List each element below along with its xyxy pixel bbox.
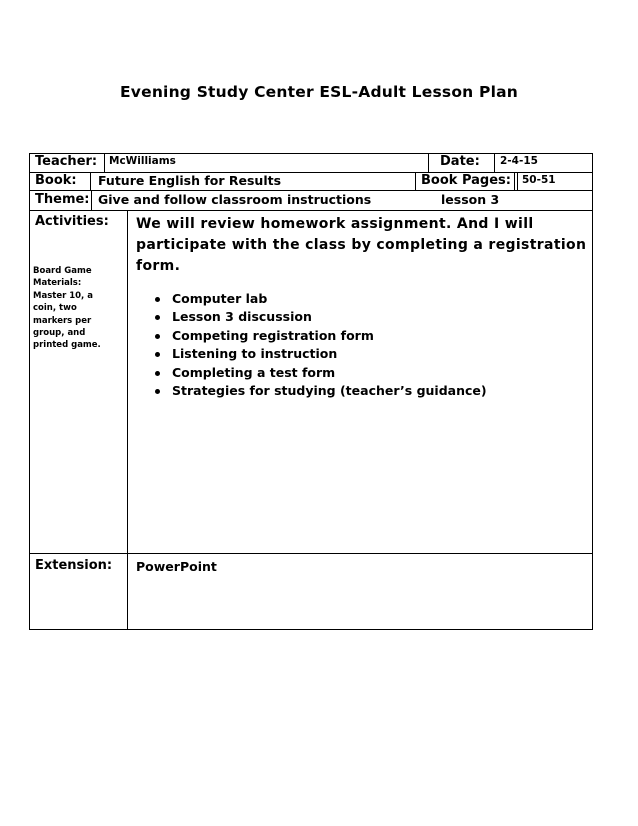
book-pages-label: Book Pages: (421, 173, 511, 188)
row-divider-activities (29, 553, 593, 554)
materials-line: markers per (33, 315, 92, 326)
extension-label: Extension: (35, 558, 113, 573)
list-item: Competing registration form (152, 327, 487, 345)
teacher-label: Teacher: (35, 154, 98, 169)
materials-line: printed game. (33, 340, 101, 351)
materials-line: group, and (33, 328, 86, 339)
materials-line: coin, two (33, 303, 77, 314)
column-divider-labels (127, 210, 128, 630)
materials-line: Materials: (33, 278, 82, 289)
lesson-number: lesson 3 (441, 192, 500, 207)
teacher-name: McWilliams (109, 155, 176, 167)
activity-description (136, 214, 586, 277)
list-item: Lesson 3 discussion (152, 308, 487, 326)
materials-line: Board Game (33, 266, 92, 276)
list-item: Computer lab (152, 290, 487, 308)
book-label-divider (90, 172, 91, 190)
list-item: Completing a test form (152, 364, 487, 382)
lesson-date: 2-4-15 (500, 155, 538, 167)
extension-value: PowerPoint (136, 559, 217, 574)
activity-description-line: participate with the class by completing a registration (136, 237, 587, 253)
book-pages-value: 50-51 (522, 174, 556, 186)
theme-label-divider (91, 190, 92, 210)
theme-text: Give and follow classroom instructions (98, 192, 372, 207)
book-label: Book: (35, 173, 77, 188)
activities-label: Activities: (35, 214, 109, 229)
activity-description-line: form. (136, 258, 181, 274)
activity-description-line: We will review homework assignment. And I will (136, 216, 534, 232)
materials-line: Master 10, a (33, 290, 93, 301)
board-game-materials (33, 265, 121, 352)
date-label: Date: (440, 154, 480, 169)
row-divider-theme (29, 210, 593, 211)
list-item: Listening to instruction (152, 345, 487, 363)
list-item: Strategies for studying (teacher’s guidance) (152, 382, 487, 400)
page-title: Evening Study Center ESL-Adult Lesson Plan (120, 83, 518, 101)
theme-label: Theme: (35, 192, 90, 207)
book-title: Future English for Results (98, 173, 282, 188)
activity-list (152, 290, 487, 400)
